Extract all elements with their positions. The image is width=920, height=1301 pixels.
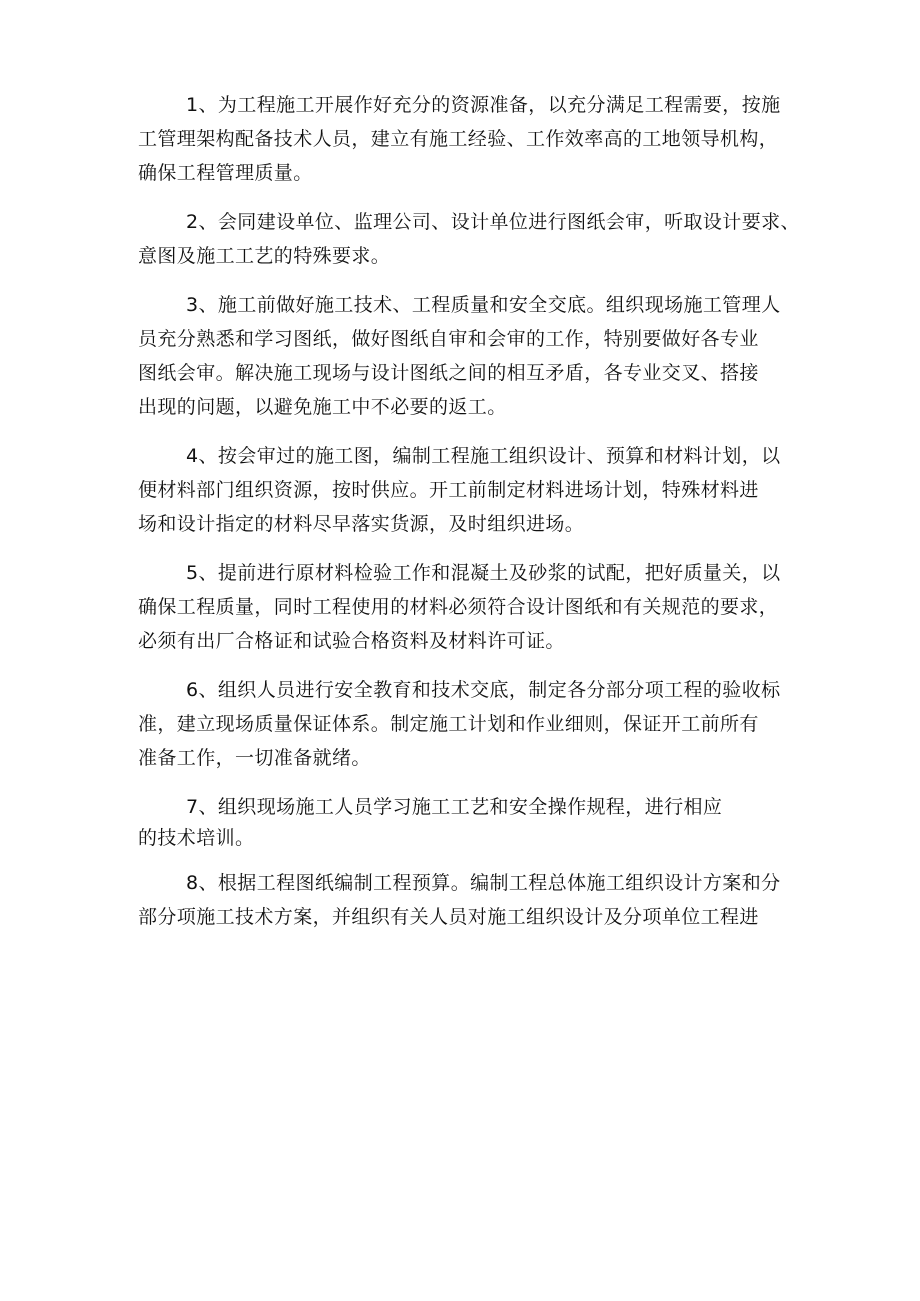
paragraph-3-line-2: 员充分熟悉和学习图纸，做好图纸自审和会审的工作，特别要做好各专业 bbox=[138, 328, 759, 350]
paragraph-3-line-4: 出现的问题，以避免施工中不必要的返工。 bbox=[138, 396, 507, 418]
paragraph-7 bbox=[138, 790, 802, 852]
paragraph-2-line-2: 意图及施工工艺的特殊要求。 bbox=[138, 245, 391, 267]
paragraph-5-line-2: 确保工程质量，同时工程使用的材料必须符合设计图纸和有关规范的要求， bbox=[138, 596, 779, 618]
paragraph-4-line-1: 4、按会审过的施工图，编制工程施工组织设计、预算和材料计划，以 bbox=[186, 445, 781, 467]
paragraph-7-line-1: 7、组织现场施工人员学习施工工艺和安全操作规程，进行相应 bbox=[186, 796, 723, 818]
paragraph-8 bbox=[138, 866, 802, 934]
paragraph-1-line-3: 确保工程管理质量。 bbox=[138, 162, 313, 184]
paragraph-4-line-3: 场和设计指定的材料尽早落实货源，及时组织进场。 bbox=[138, 513, 585, 535]
paragraph-6-line-2: 准，建立现场质量保证体系。制定施工计划和作业细则，保证开工前所有 bbox=[138, 713, 759, 735]
paragraph-3-line-1: 3、施工前做好施工技术、工程质量和安全交底。组织现场施工管理人 bbox=[186, 294, 781, 316]
document-body bbox=[138, 88, 802, 934]
paragraph-7-line-2: 的技术培训。 bbox=[138, 827, 255, 849]
paragraph-6-line-3: 准备工作，一切准备就绪。 bbox=[138, 747, 371, 769]
paragraph-1 bbox=[138, 88, 802, 190]
paragraph-5-line-1: 5、提前进行原材料检验工作和混凝土及砂浆的试配，把好质量关，以 bbox=[186, 562, 781, 584]
paragraph-1-line-1: 1、为工程施工开展作好充分的资源准备，以充分满足工程需要，按施 bbox=[186, 94, 781, 116]
paragraph-6-line-1: 6、组织人员进行安全教育和技术交底，制定各分部分项工程的验收标 bbox=[186, 679, 781, 701]
paragraph-4-line-2: 便材料部门组织资源，按时供应。开工前制定材料进场计划，特殊材料进 bbox=[138, 479, 759, 501]
paragraph-5 bbox=[138, 556, 802, 658]
paragraph-5-line-3: 必须有出厂合格证和试验合格资料及材料许可证。 bbox=[138, 630, 565, 652]
paragraph-2 bbox=[138, 205, 802, 273]
paragraph-6 bbox=[138, 673, 802, 775]
paragraph-3-line-3: 图纸会审。解决施工现场与设计图纸之间的相互矛盾，各专业交叉、搭接 bbox=[138, 362, 759, 384]
paragraph-4 bbox=[138, 439, 802, 541]
paragraph-1-line-2: 工管理架构配备技术人员，建立有施工经验、工作效率高的工地领导机构， bbox=[138, 128, 779, 150]
paragraph-8-line-2: 部分项施工技术方案，并组织有关人员对施工组织设计及分项单位工程进 bbox=[138, 906, 759, 928]
paragraph-3 bbox=[138, 288, 802, 424]
paragraph-8-line-1: 8、根据工程图纸编制工程预算。编制工程总体施工组织设计方案和分 bbox=[186, 872, 781, 894]
paragraph-2-line-1: 2、会同建设单位、监理公司、设计单位进行图纸会审，听取设计要求、 bbox=[186, 211, 800, 233]
